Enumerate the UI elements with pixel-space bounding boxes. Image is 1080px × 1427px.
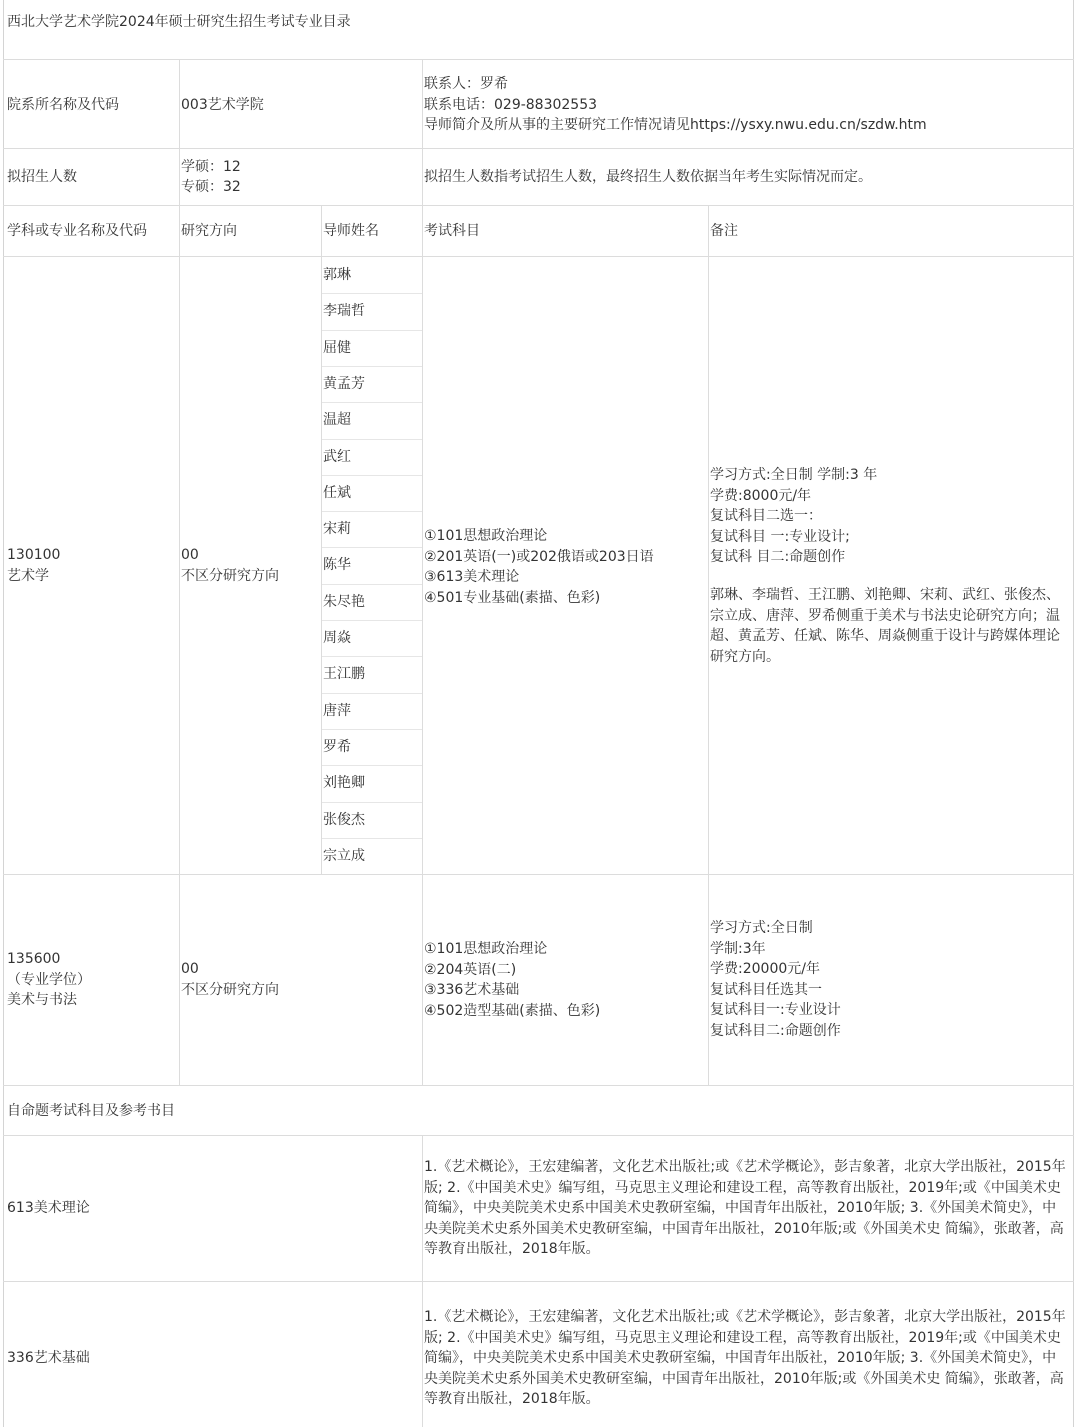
major-code-name: 135600 （专业学位） 美术与书法	[7, 951, 91, 1008]
enrollment-professional: 专硕：32	[181, 179, 241, 195]
tutor-name: 罗希	[323, 738, 351, 755]
ref-subject: 613美术理论	[7, 1200, 90, 1216]
tutor-name: 张俊杰	[323, 811, 365, 828]
major-direction: 00 不区分研究方向	[181, 961, 279, 998]
row-divider	[3, 148, 1074, 149]
tutor-name: 朱尽艳	[323, 593, 365, 610]
enrollment-note: 拟招生人数指考试招生人数，最终招生人数依据当年考生实际情况而定。	[424, 169, 872, 185]
enrollment-label: 拟招生人数	[7, 169, 77, 185]
column-divider	[708, 205, 709, 1085]
tutor-row-divider	[322, 802, 422, 803]
tutor-name: 武红	[323, 448, 351, 465]
header-tutor: 导师姓名	[323, 223, 379, 239]
header-major: 学科或专业名称及代码	[7, 223, 147, 239]
dept-label: 院系所名称及代码	[7, 97, 119, 113]
header-direction: 研究方向	[181, 223, 237, 239]
tutor-row-divider	[322, 402, 422, 403]
refs-header: 自命题考试科目及参考书目	[7, 1103, 175, 1119]
column-divider	[422, 59, 423, 1085]
contact-phone: 联系电话：029-88302553	[424, 97, 598, 113]
tutor-row-divider	[322, 511, 422, 512]
row-divider	[3, 1135, 1074, 1136]
tutor-row-divider	[322, 729, 422, 730]
row-divider	[3, 874, 1074, 875]
major-remarks-note: 郭琳、李瑞哲、王江鹏、刘艳卿、宋莉、武红、张俊杰、宗立成、唐萍、罗希侧重于美术与书法史论研究方向；温超、黄孟芳、任斌、陈华、周焱侧重于设计与跨媒体理论研究方向。	[710, 587, 1060, 665]
tutor-name: 屈健	[323, 339, 351, 356]
column-divider	[321, 205, 322, 874]
tutor-name: 王江鹏	[323, 666, 365, 683]
tutor-name: 周焱	[323, 630, 351, 646]
tutor-row-divider	[322, 656, 422, 657]
tutor-name: 陈华	[323, 557, 351, 574]
major-subjects: ①101思想政治理论 ②204英语(二) ③336艺术基础 ④502造型基础(素描、色彩)	[424, 941, 601, 1019]
tutor-row-divider	[322, 584, 422, 585]
tutor-row-divider	[322, 620, 422, 621]
tutor-row-divider	[322, 330, 422, 331]
contact-person: 联系人：罗希	[424, 76, 508, 92]
tutor-row-divider	[322, 838, 422, 839]
tutor-name: 黄孟芳	[323, 375, 365, 392]
page-title: 西北大学艺术学院2024年硕士研究生招生考试专业目录	[7, 14, 351, 30]
row-divider	[3, 256, 1074, 257]
tutor-info-link[interactable]: 导师简介及所从事的主要研究工作情况请见https://ysxy.nwu.edu.cn/szdw.htm	[424, 117, 927, 133]
ref-books: 1.《艺术概论》，王宏建编著，文化艺术出版社;或《艺术学概论》，彭吉象著，北京大学出版社，2015年 版; 2.《中国美术史》编写组，马克思主义理论和建设工程，高等教育出版社，2019年;或《中国美术史简编》，中央美院美术史系中国美术史教研室编，中国青年出版社，2010年版; 3.《外国美术简史》，中央美院美术史系外国美术史教研室编，中国青年出版社，2010年版;或《外国美术史 简编》，张敢著，高等教育出版社，2018年版。	[424, 1309, 1066, 1407]
column-divider	[422, 1135, 423, 1427]
tutor-name: 宋莉	[323, 521, 351, 538]
tutor-name: 李瑞哲	[323, 303, 365, 320]
row-divider	[3, 1281, 1074, 1282]
tutor-row-divider	[322, 547, 422, 548]
column-divider	[179, 59, 180, 1085]
major-code-name: 130100 艺术学	[7, 547, 61, 584]
tutor-row-divider	[322, 293, 422, 294]
tutor-row-divider	[322, 439, 422, 440]
enrollment-academic: 学硕：12	[181, 159, 241, 175]
ref-subject: 336艺术基础	[7, 1350, 90, 1366]
tutor-name: 温超	[323, 412, 351, 429]
header-remarks: 备注	[710, 223, 738, 239]
dept-value: 003艺术学院	[181, 97, 264, 113]
tutor-row-divider	[322, 366, 422, 367]
tutor-name: 唐萍	[323, 702, 351, 719]
tutor-name: 刘艳卿	[323, 775, 365, 792]
major-remarks: 学习方式:全日制 学制:3年 学费:20000元/年 复试科目任选其一 复试科目一:专业设计 复试科目二:命题创作	[710, 920, 841, 1039]
tutor-row-divider	[322, 475, 422, 476]
major-direction: 00 不区分研究方向	[181, 547, 279, 584]
header-subjects: 考试科目	[424, 223, 480, 239]
major-remarks: 学习方式:全日制 学制:3 年 学费:8000元/年 复试科目二选一： 复试科目 一:专业设计; 复试科 目二:命题创作	[710, 467, 878, 565]
row-divider	[3, 205, 1074, 206]
tutor-name: 宗立成	[323, 847, 365, 864]
major-subjects: ①101思想政治理论 ②201英语(一)或202俄语或203日语 ③613美术理论 ④501专业基础(素描、色彩)	[424, 528, 654, 606]
row-divider	[3, 1085, 1074, 1086]
row-divider	[3, 59, 1074, 60]
tutor-name: 郭琳	[323, 267, 351, 283]
ref-books: 1.《艺术概论》，王宏建编著，文化艺术出版社;或《艺术学概论》，彭吉象著，北京大学出版社，2015年 版; 2.《中国美术史》编写组，马克思主义理论和建设工程，高等教育出版社，2019年;或《中国美术史简编》，中央美院美术史系中国美术史教研室编，中国青年出版社，2010年版; 3.《外国美术简史》，中央美院美术史系外国美术史教研室编，中国青年出版社，2010年版;或《外国美术史 简编》，张敢著，高等教育出版社，2018年版。	[424, 1159, 1066, 1257]
tutor-name: 任斌	[323, 484, 351, 501]
tutor-row-divider	[322, 693, 422, 694]
tutor-row-divider	[322, 765, 422, 766]
